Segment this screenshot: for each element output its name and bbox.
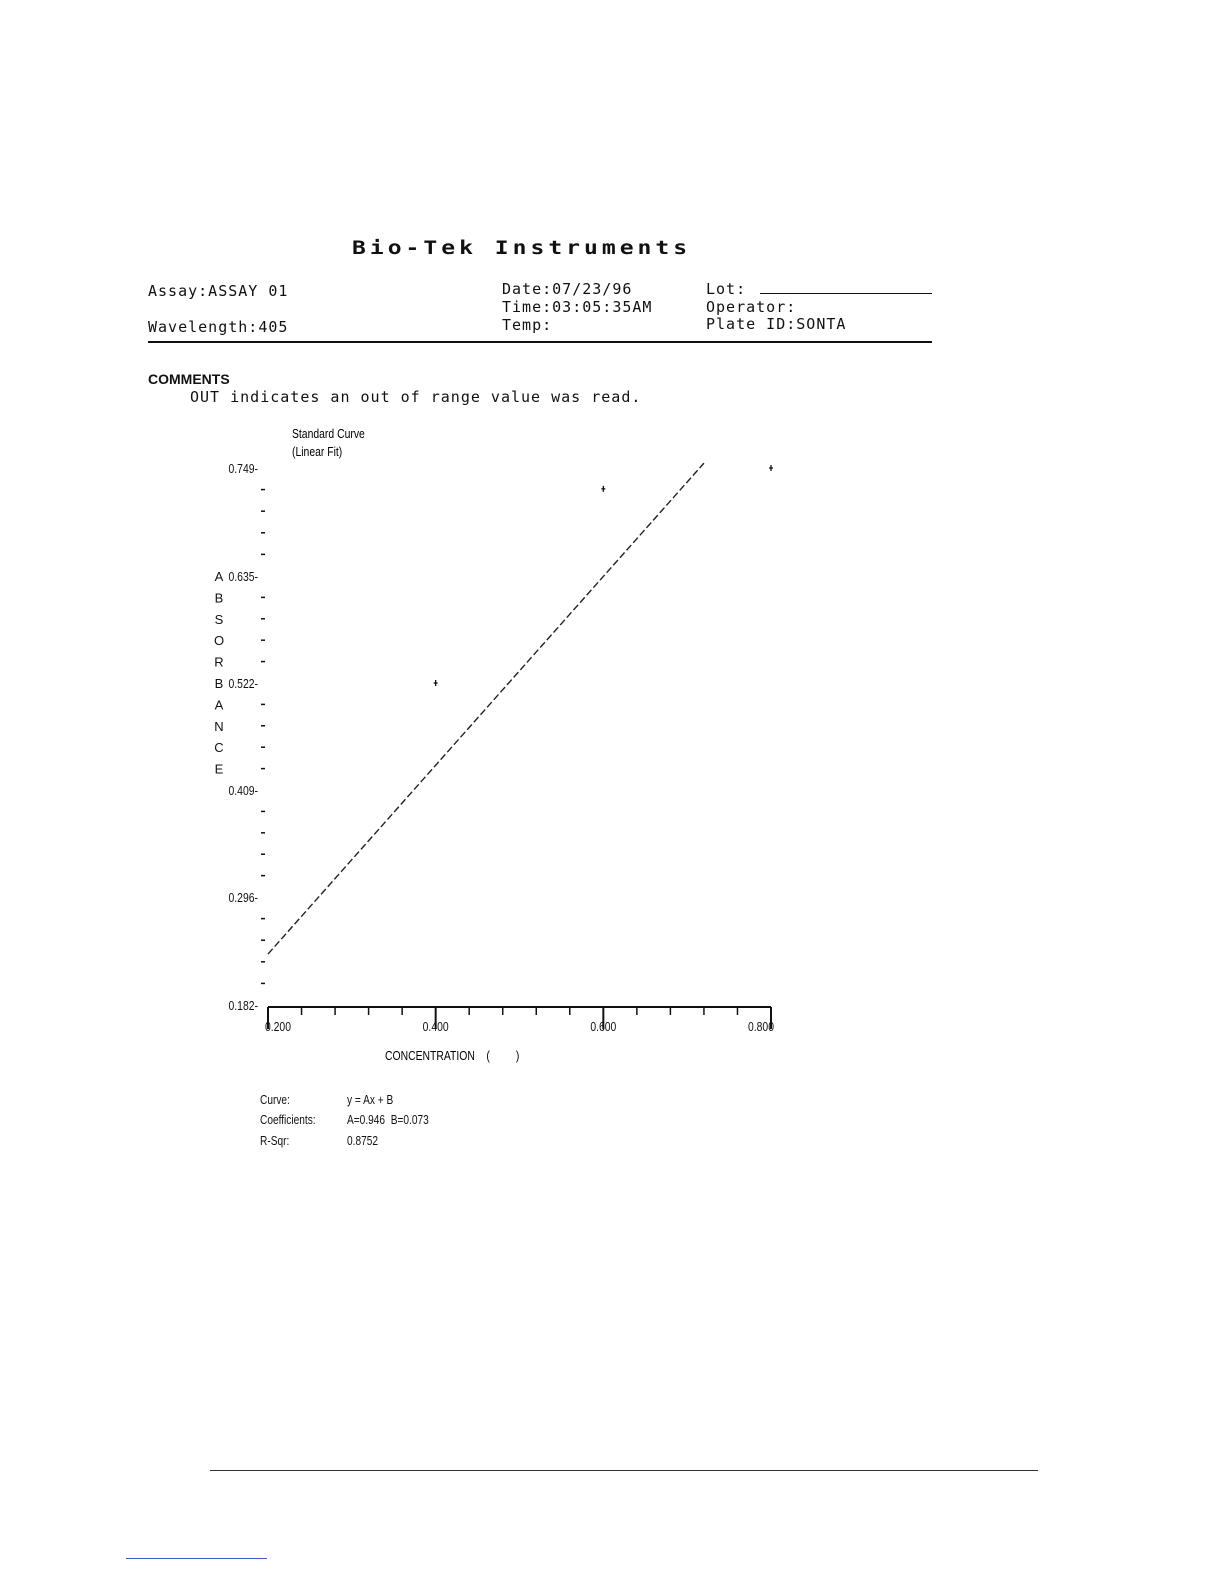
y-label-letter: B [214, 590, 224, 606]
comments-text: OUT indicates an out of range value was read. [190, 388, 642, 406]
operator-label: Operator: [706, 298, 797, 316]
x-axis [265, 1007, 774, 1034]
data-point [434, 680, 438, 686]
fit-line [268, 463, 704, 954]
temp-label: Temp: [502, 316, 553, 334]
x-tick-label: 0.400 [422, 1019, 449, 1035]
date-label: Date:07/23/96 [502, 280, 633, 298]
y-label-letter: E [214, 761, 224, 777]
y-label-letter: S [214, 611, 224, 627]
data-point [769, 465, 773, 471]
chart-subtitle: (Linear Fit) [292, 444, 343, 460]
chart-title: Standard Curve [292, 426, 365, 442]
fit-line-path [268, 463, 704, 954]
y-label-letter: A [214, 568, 224, 584]
footer-divider [210, 1470, 1038, 1471]
y-label-letter: B [214, 675, 224, 691]
y-label-letter: C [214, 740, 224, 756]
y-tick-label: 0.182- [228, 998, 258, 1014]
x-axis-label: CONCENTRATION ( ) [385, 1048, 520, 1064]
y-label-letter: O [213, 633, 225, 649]
curve-value: y = Ax + B [347, 1092, 394, 1107]
x-tick-label: 0.600 [590, 1019, 617, 1035]
y-tick-label: 0.296- [228, 890, 258, 906]
coefficients-label: Coefficients: [260, 1112, 316, 1127]
curve-label: Curve: [260, 1092, 290, 1107]
comments-heading: COMMENTS [148, 371, 230, 387]
y-axis [229, 462, 265, 1013]
time-label: Time:03:05:35AM [502, 298, 653, 316]
coefficients-value: A=0.946 B=0.073 [347, 1112, 429, 1127]
y-label-letter: R [214, 654, 224, 670]
rsq-label: R-Sqr: [260, 1133, 290, 1148]
y-label-letter: A [214, 697, 224, 713]
footer-link-rule [126, 1558, 267, 1559]
y-tick-label: 0.635- [228, 569, 258, 585]
y-label-letter: N [214, 718, 224, 734]
plate-id-label: Plate ID:SONTA [706, 315, 847, 333]
assay-label: Assay:ASSAY 01 [148, 282, 289, 300]
y-tick-label: 0.522- [228, 676, 258, 692]
x-tick-label: 0.200 [265, 1019, 292, 1035]
company-title: Bio-Tek Instruments [352, 238, 692, 259]
rsq-value: 0.8752 [347, 1133, 379, 1148]
lot-label: Lot: [706, 280, 747, 298]
data-point [601, 486, 605, 492]
y-axis-label [214, 569, 224, 777]
y-tick-label: 0.749- [228, 461, 258, 477]
x-tick-label: 0.800 [747, 1019, 774, 1035]
y-tick-label: 0.409- [228, 783, 258, 799]
wavelength-label: Wavelength:405 [148, 318, 289, 336]
